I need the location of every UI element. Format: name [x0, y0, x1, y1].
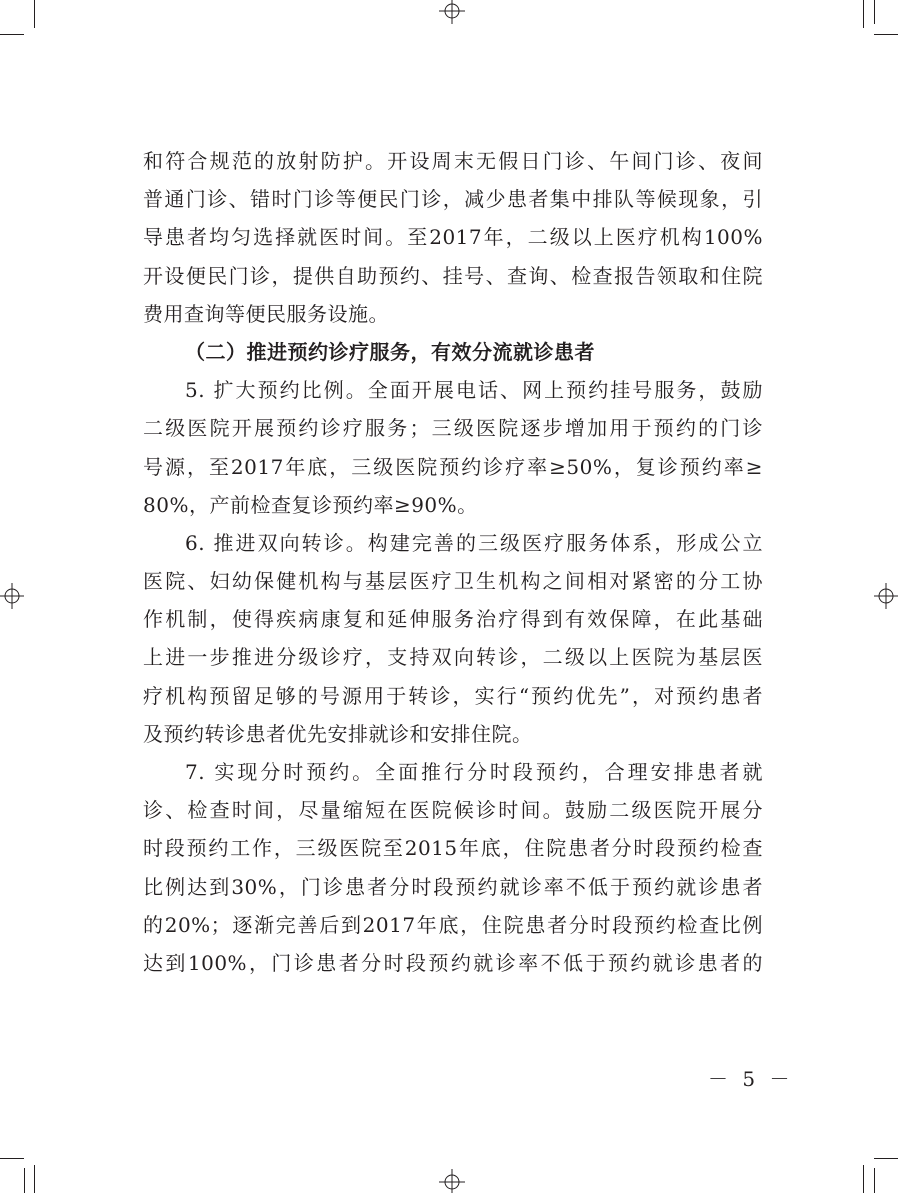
- paragraph-line: 5. 扩大预约比例。全面开展电话、网上预约挂号服务，鼓励: [185, 378, 763, 403]
- crop-mark: [0, 1158, 24, 1159]
- paragraph-line: 号源，至2017年底，三级医院预约诊疗率≥50%，复诊预约率≥: [143, 454, 763, 479]
- registration-mark-icon: [872, 583, 898, 609]
- section-heading: （二）推进预约诊疗服务，有效分流就诊患者: [185, 339, 595, 364]
- crop-mark: [863, 1165, 864, 1193]
- crop-mark: [874, 34, 898, 35]
- paragraph-line: 时段预约工作，三级医院至2015年底，住院患者分时段预约检查: [143, 836, 763, 861]
- paragraph-line: 及预约转诊患者优先安排就诊和安排住院。: [143, 721, 533, 746]
- crop-mark: [0, 34, 24, 35]
- paragraph-line: 比例达到30%，门诊患者分时段预约就诊率不低于预约就诊患者: [143, 874, 763, 899]
- registration-mark-icon: [439, 1167, 465, 1193]
- registration-mark-icon: [439, 0, 465, 26]
- paragraph-line: 和符合规范的放射防护。开设周末无假日门诊、午间门诊、夜间: [143, 149, 763, 173]
- paragraph-line: 作机制，使得疾病康复和延伸服务治疗得到有效保障，在此基础: [143, 607, 763, 632]
- crop-mark: [874, 0, 875, 24]
- paragraph-line: 疗机构预留足够的号源用于转诊，实行“预约优先”，对预约患者: [143, 683, 763, 708]
- crop-mark: [34, 0, 35, 28]
- document-body: [143, 142, 763, 982]
- registration-mark-icon: [0, 583, 26, 609]
- crop-mark: [24, 1168, 25, 1193]
- crop-mark: [874, 1158, 898, 1159]
- paragraph-line: 诊、检查时间，尽量缩短在医院候诊时间。鼓励二级医院开展分: [143, 798, 763, 823]
- paragraph-line: 7. 实现分时预约。全面推行分时段预约，合理安排患者就: [185, 760, 763, 784]
- paragraph-line: 开设便民门诊，提供自助预约、挂号、查询、检查报告领取和住院: [143, 263, 763, 288]
- paragraph-line: 费用查询等便民服务设施。: [143, 301, 389, 326]
- paragraph-line: 导患者均匀选择就医时间。至2017年，二级以上医疗机构100%: [143, 225, 763, 250]
- paragraph-line: 上进一步推进分级诊疗，支持双向转诊，二级以上医院为基层医: [143, 645, 763, 670]
- paragraph-line: 的20%；逐渐完善后到2017年底，住院患者分时段预约检查比例: [143, 912, 763, 937]
- crop-mark: [874, 1168, 875, 1193]
- paragraph-line: 医院、妇幼保健机构与基层医疗卫生机构之间相对紧密的分工协: [143, 569, 763, 594]
- paragraph-line: 80%，产前检查复诊预约率≥90%。: [143, 492, 478, 517]
- crop-mark: [34, 1165, 35, 1193]
- crop-mark: [863, 0, 864, 28]
- page-number: － 5 －: [708, 1067, 794, 1091]
- paragraph-line: 二级医院开展预约诊疗服务；三级医院逐步增加用于预约的门诊: [143, 416, 763, 441]
- paragraph-line: 普通门诊、错时门诊等便民门诊，减少患者集中排队等候现象，引: [143, 187, 763, 212]
- paragraph-line: 6. 推进双向转诊。构建完善的三级医疗服务体系，形成公立: [185, 530, 763, 555]
- paragraph-line: 达到100%，门诊患者分时段预约就诊率不低于预约就诊患者的: [143, 950, 763, 975]
